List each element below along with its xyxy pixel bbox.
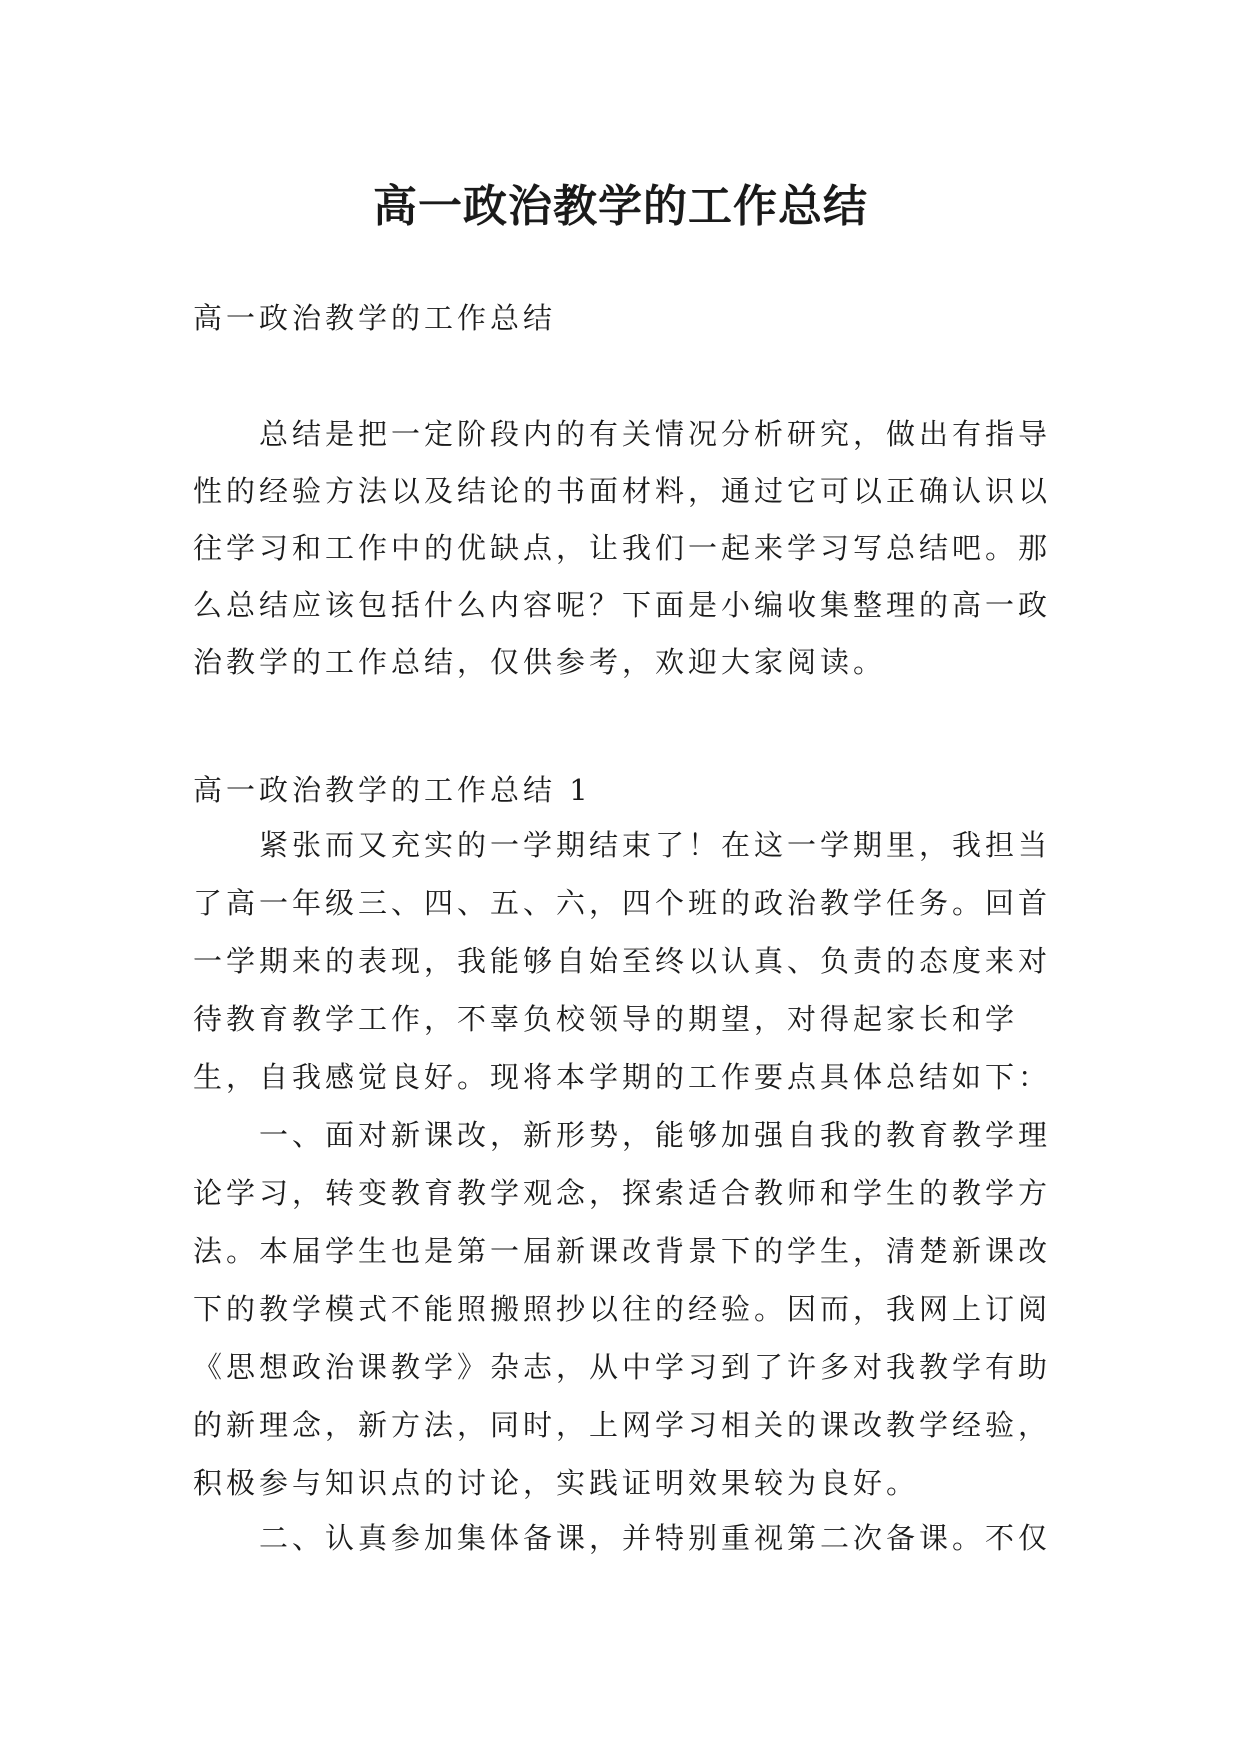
section-heading: 高一政治教学的工作总结 1 (193, 773, 592, 807)
body-paragraph: 紧张而又充实的一学期结束了！在这一学期里，我担当了高一年级三、四、五、六，四个班的政治教学任务。回首一学期来的表现，我能够自始至终以认真、负责的态度来对待教育教学工作，不辜负校领导的期望，对得起家长和学生，自我感觉良好。现将本学期的工作要点具体总结如下： (193, 828, 1052, 1094)
intro-paragraph: 总结是把一定阶段内的有关情况分析研究，做出有指导性的经验方法以及结论的书面材料，通过它可以正确认识以往学习和工作中的优缺点，让我们一起来学习写总结吧。那么总结应该包括什么内容呢？下面是小编收集整理的高一政治教学的工作总结，仅供参考，欢迎大家阅读。 (193, 417, 1052, 679)
body-paragraph: 一、面对新课改，新形势，能够加强自我的教育教学理论学习，转变教育教学观念，探索适合教师和学生的教学方法。本届学生也是第一届新课改背景下的学生，清楚新课改下的教学模式不能照搬照抄以往的经验。因而，我网上订阅《思想政治课教学》杂志，从中学习到了许多对我教学有助的新理念，新方法，同时，上网学习相关的课改教学经验，积极参与知识点的讨论，实践证明效果较为良好。 (193, 1118, 1052, 1500)
body-paragraph: 二、认真参加集体备课，并特别重视第二次备课。不仅 (259, 1521, 1052, 1555)
document-subtitle: 高一政治教学的工作总结 (193, 301, 557, 335)
document-title: 高一政治教学的工作总结 (373, 181, 868, 233)
